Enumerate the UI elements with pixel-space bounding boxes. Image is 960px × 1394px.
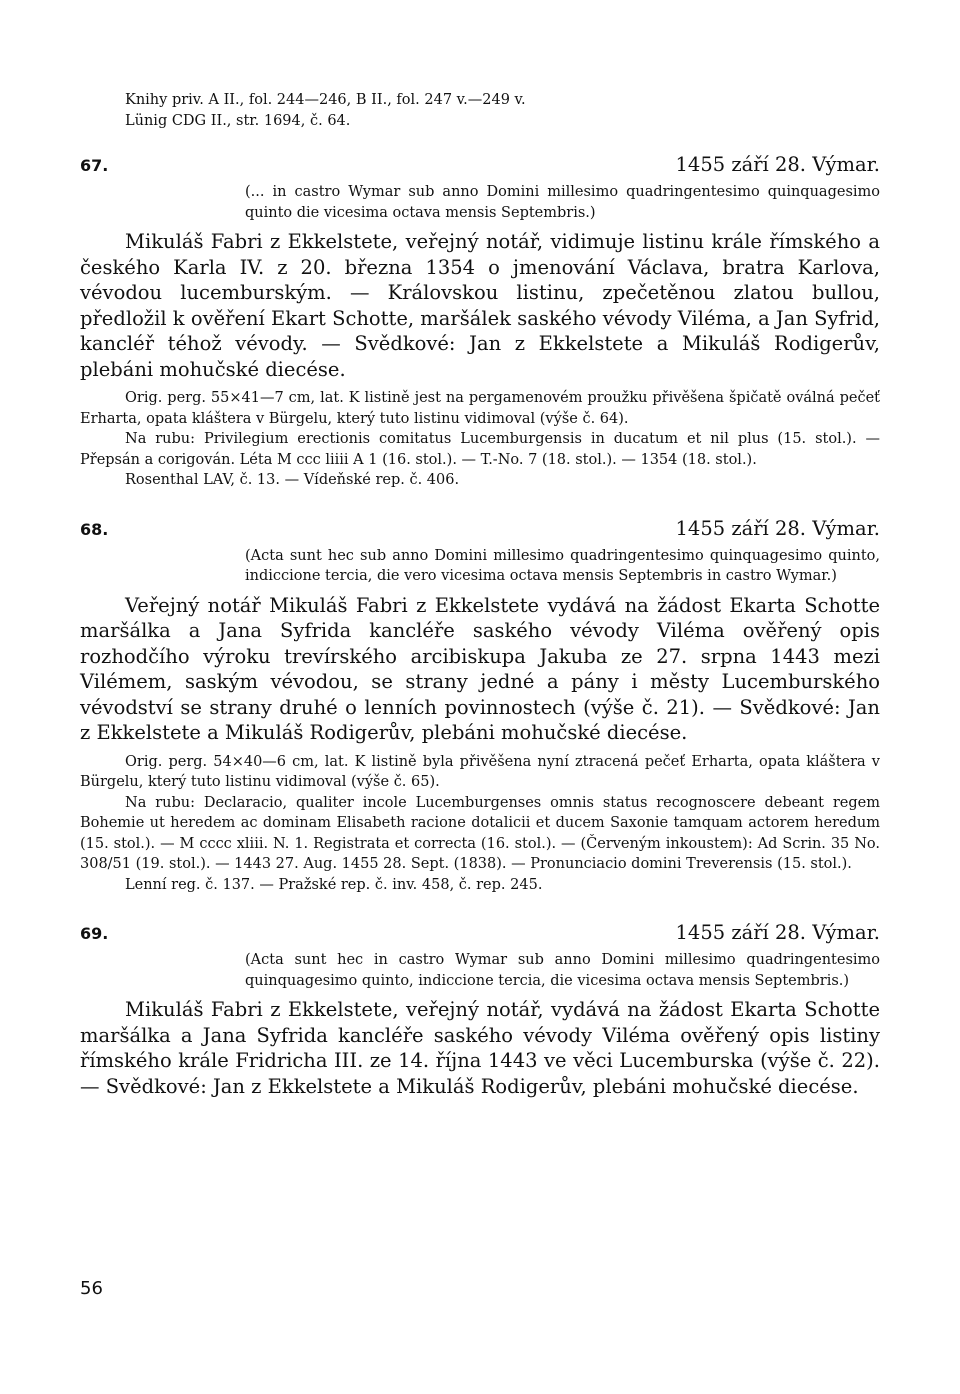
sources-block [80, 90, 880, 131]
entry-summary: Mikuláš Fabri z Ekkelstete, veřejný notář, vidimuje listinu krále římského a českého Karla IV. z 20. března 1354 o jmenování Václava, bratra Karlova, vévodou lucemburským. — Královskou listinu, zpečetěnou zlatou bullou, předložil k ověření Ekart Schotte, maršálek saského vévody Viléma, a Jan Syfrid, kancléř téhož vévody. — Svědkové: Jan z Ekkelstete a Mikuláš Rodigerův, plebáni mohučské diecése. [80, 230, 880, 381]
entry-number: 68. [80, 519, 109, 539]
entry-note: Na rubu: Privilegium erectionis comitatus Lucemburgensis in ducatum et nil plus (15. stol.). — Přepsán a corigován. Léta M ccc liiii A 1 (16. stol.). — T.-No. 7 (18. stol.). — 1354 (18. stol.). [80, 431, 880, 468]
entry-date: 1455 září 28. Výmar. [675, 516, 880, 540]
entry-note: Lenní reg. č. 137. — Pražské rep. č. inv. 458, č. rep. 245. [125, 876, 543, 893]
latin-dating: (Acta sunt hec sub anno Domini millesimo quadringentesimo quinquagesimo quinto, indiccione tercia, die vero vicesima octava mensis Septembris in castro Wymar.) [245, 547, 880, 584]
entry-69 [80, 921, 880, 1099]
entry-summary: Veřejný notář Mikuláš Fabri z Ekkelstete vydává na žádost Ekarta Schotte maršálka a Jana Syfrida kancléře saského vévody Viléma ověřený opis rozhodčího výroku trevírského arcibiskupa Jakuba ze 27. srpna 1443 mezi Vilémem, saským vévodou, se strany jedné a pány i městy Lucemburského vévodství se strany druhé o lenních povinnostech (výše č. 21). — Svědkové: Jan z Ekkelstete a Mikuláš Rodigerův, plebáni mohučské diecése. [80, 593, 880, 744]
latin-dating: (Acta sunt hec in castro Wymar sub anno Domini millesimo quadringentesimo quinquagesimo quinto, indiccione tercia, die vicesima octava mensis Septembris.) [245, 952, 880, 989]
entry-summary: Mikuláš Fabri z Ekkelstete, veřejný notář, vydává na žádost Ekarta Schotte maršálka a Jana Syfrida kancléře saského vévody Viléma ověřený opis listiny římského krále Fridricha III. ze 14. října 1443 ve věci Lucemburska (výše č. 22). — Svědkové: Jan z Ekkelstete a Mikuláš Rodigerův, plebáni mohučské diecése. [80, 998, 880, 1098]
source-line: Lünig CDG II., str. 1694, č. 64. [125, 112, 351, 129]
entry-header [80, 921, 880, 944]
entry-date: 1455 září 28. Výmar. [675, 921, 880, 944]
entry-note: Na rubu: Declaracio, qualiter incole Lucemburgenses omnis status recognoscere debeant regem Bohemie ut heredem ac dominam Elisabeth racione dotalicii et ducem Saxonie tamquam actorem heredum (15. stol.). — M cccc xliii. N. 1. Registrata et correcta (16. stol.). — (Červeným inkoustem): Ad Scrin. 35 No. 308/51 (19. stol.). — 1443 27. Aug. 1455 28. Sept. (1838). — Pronunciacio domini Treverensis (15. stol.). [80, 794, 880, 872]
page-number: 56 [80, 1278, 103, 1299]
entry-date: 1455 září 28. Výmar. [675, 153, 880, 176]
entry-number: 69. [80, 924, 109, 943]
entry-68 [80, 517, 880, 896]
entry-header [80, 517, 880, 540]
entry-note: Orig. perg. 54×40—6 cm, lat. K listině byla přivěšena nyní ztracená pečeť Erharta, opata kláštera v Bürgelu, který tuto listinu vidimoval (výše č. 65). [80, 753, 880, 790]
page-body [80, 90, 880, 1099]
entry-67 [80, 153, 880, 491]
latin-dating: (... in castro Wymar sub anno Domini millesimo quadringentesimo quinquagesimo quinto die vicesima octava mensis Septembris.) [245, 184, 880, 221]
entry-note: Orig. perg. 55×41—7 cm, lat. K listině jest na pergamenovém proužku přivěšena špičatě oválná pečeť Erharta, opata kláštera v Bürgelu, který tuto listinu vidimoval (výše č. 64). [80, 390, 880, 427]
entry-header [80, 153, 880, 176]
entry-number: 67. [80, 156, 109, 175]
source-line: Knihy priv. A II., fol. 244—246, B II., fol. 247 v.—249 v. [125, 92, 526, 108]
entry-note: Rosenthal LAV, č. 13. — Vídeňské rep. č. 406. [125, 472, 460, 488]
